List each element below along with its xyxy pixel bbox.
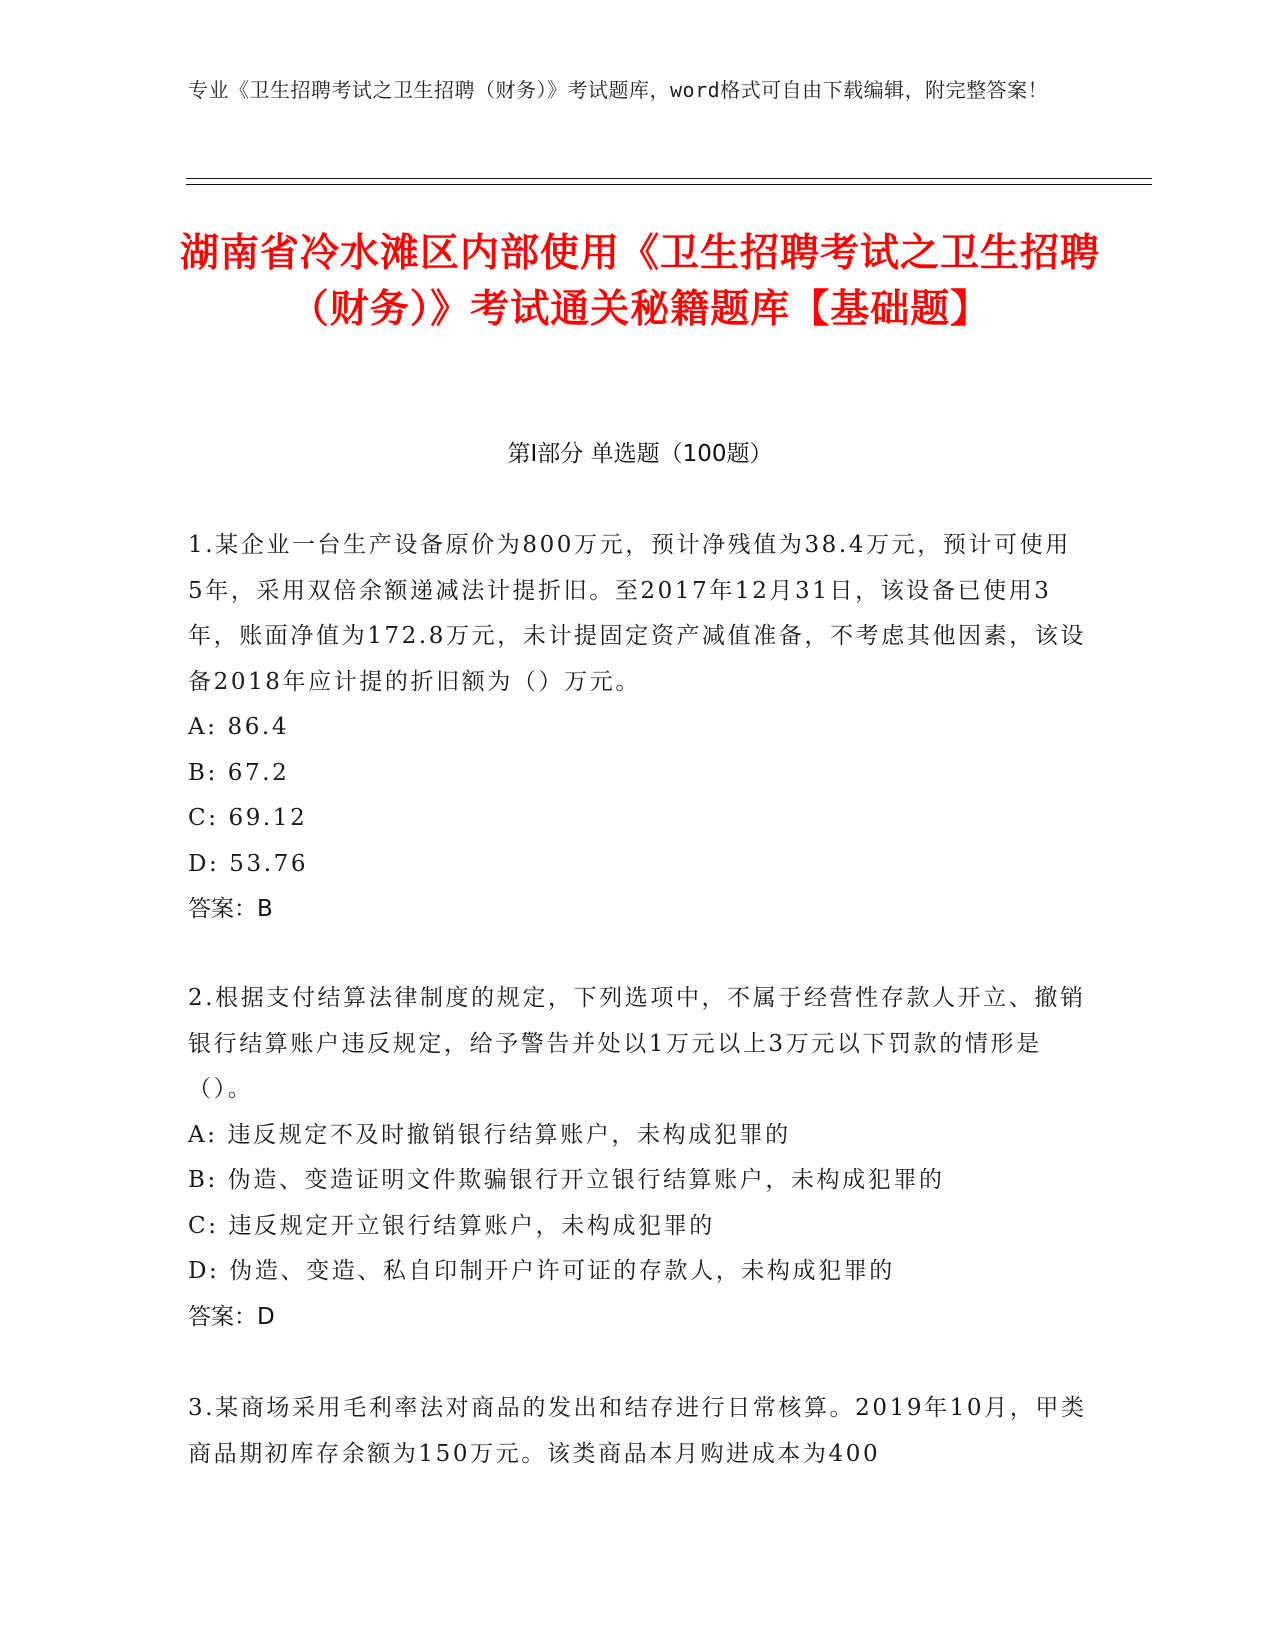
question-1	[188, 523, 1088, 933]
answer-label: 答案：B	[188, 896, 273, 922]
question-text: 2.根据支付结算法律制度的规定，下列选项中，不属于经营性存款人开立、撤销银行结算账户违反规定，给予警告并处以1万元以上3万元以下罚款的情形是（）。	[188, 985, 1086, 1102]
answer-label: 答案：D	[188, 1303, 275, 1330]
main-title: 湖南省冷水滩区内部使用《卫生招聘考试之卫生招聘（财务）》考试通关秘籍题库【基础题】	[180, 231, 1101, 332]
question-text: 3.某商场采用毛利率法对商品的发出和结存进行日常核算。2019年10月，甲类商品期初库存余额为150万元。该类商品本月购进成本为400	[188, 1395, 1087, 1467]
option-b: B: 伪造、变造证明文件欺骗银行开立银行结算账户，未构成犯罪的	[188, 1167, 945, 1193]
question-3	[188, 1386, 1088, 1477]
option-d: D: 伪造、变造、私自印制开户许可证的存款人，未构成犯罪的	[188, 1258, 895, 1284]
section-title: 第I部分 单选题（100题）	[507, 441, 773, 467]
header-divider-top	[186, 178, 1152, 179]
option-a: A: 86.4	[188, 714, 290, 740]
question-2	[188, 976, 1088, 1340]
question-text: 1.某企业一台生产设备原价为800万元，预计净残值为38.4万元，预计可使用5年，采用双倍余额递减法计提折旧。至2017年12月31日，该设备已使用3年，账面净值为172.8万元，未计提固定资产减值准备，不考虑其他因素，该设备2018年应计提的折旧额为（）万元。	[188, 532, 1087, 695]
option-c: C: 69.12	[188, 805, 308, 831]
option-c: C: 违反规定开立银行结算账户，未构成犯罪的	[188, 1212, 715, 1239]
header-divider-bottom	[186, 184, 1152, 185]
option-a: A: 违反规定不及时撤销银行结算账户，未构成犯罪的	[188, 1121, 791, 1148]
option-b: B: 67.2	[188, 759, 290, 786]
option-d: D: 53.76	[188, 850, 309, 877]
header-note: 专业《卫生招聘考试之卫生招聘（财务）》考试题库，word格式可自由下载编辑，附完整答案！	[188, 78, 1049, 102]
